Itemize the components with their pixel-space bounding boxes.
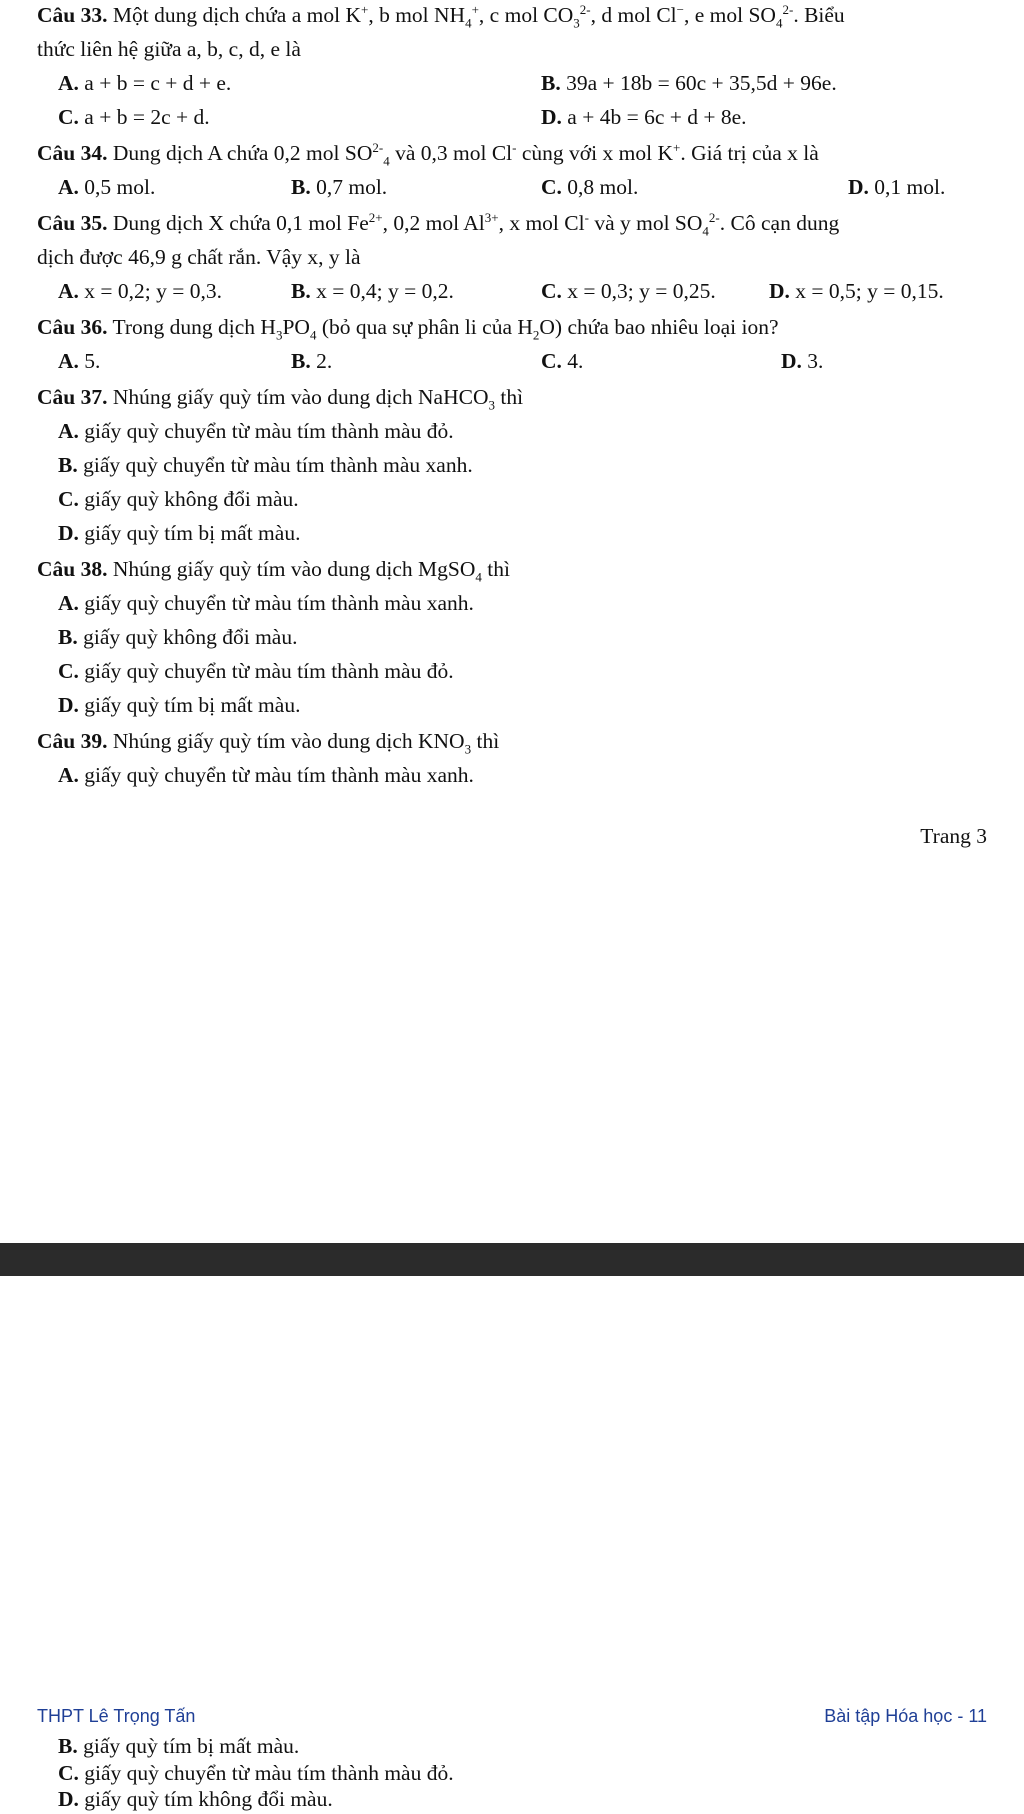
q38-option-c: C. giấy quỳ chuyển từ màu tím thành màu đỏ.: [58, 659, 454, 683]
q34-option-a: A. 0,5 mol.: [58, 175, 156, 199]
q33-text: Một dung dịch chứa a mol K: [112, 3, 361, 27]
q35-option-d: D. x = 0,5; y = 0,15.: [769, 279, 944, 303]
q39-number: Câu 39.: [37, 729, 108, 753]
q33-option-d: D. a + 4b = 6c + d + 8e.: [541, 105, 747, 129]
q33-number: Câu 33.: [37, 3, 108, 27]
q37-option-d: D. giấy quỳ tím bị mất màu.: [58, 521, 301, 545]
q39-stem: Câu 39. Nhúng giấy quỳ tím vào dung dịch $KNO_3$ thì: [37, 729, 500, 757]
q38-option-d: D. giấy quỳ tím bị mất màu.: [58, 693, 301, 717]
q35-stem-line2: dịch được 46,9 g chất rắn. Vậy x, y là: [37, 245, 361, 269]
q35-option-a: A. x = 0,2; y = 0,3.: [58, 279, 223, 303]
q33-option-a: A. a + b = c + d + e.: [58, 71, 232, 95]
footer-school: THPT Lê Trọng Tấn: [37, 1706, 196, 1726]
q33-stem-line1: Câu 33. Một dung dịch chứa a mol K+, b mol $NH_4^+$, c mol $CO_3^{2-}$, d mol Cl−, e mol $SO_4^{2-}$. Biểu: [37, 1, 845, 31]
q36-option-a: A. 5.: [58, 349, 101, 373]
q36-option-b: B. 2.: [291, 349, 333, 373]
q38-option-b: B. giấy quỳ không đổi màu.: [58, 625, 298, 649]
page-number: Trang 3: [920, 824, 987, 848]
q35-stem-line1: Câu 35. Dung dịch X chứa 0,1 mol $Fe^{2+}$, 0,2 mol $Al^{3+}$, x mol Cl- và y mol $SO_4^{2-}$. Cô cạn dung: [37, 209, 840, 239]
q39-option-d: D. giấy quỳ tím không đổi màu.: [58, 1787, 333, 1811]
q37-option-a: A. giấy quỳ chuyển từ màu tím thành màu đỏ.: [58, 419, 454, 443]
q37-option-b: B. giấy quỳ chuyển từ màu tím thành màu xanh.: [58, 453, 473, 477]
footer-subject: Bài tập Hóa học - 11: [824, 1706, 987, 1726]
q36-option-c: C. 4.: [541, 349, 584, 373]
q34-option-b: B. 0,7 mol.: [291, 175, 388, 199]
q39-option-c: C. giấy quỳ chuyển từ màu tím thành màu đỏ.: [58, 1761, 454, 1785]
q36-stem: Câu 36. Trong dung dịch $H_3PO_4$ (bỏ qua sự phân li của $H_2O$) chứa bao nhiêu loại ion?: [37, 315, 779, 343]
q33-text: , c mol CO: [478, 3, 574, 27]
q33-text: , d mol Cl: [590, 3, 677, 27]
q34-option-d: D. 0,1 mol.: [848, 175, 946, 199]
q35-number: Câu 35.: [37, 211, 108, 235]
q37-stem: Câu 37. Nhúng giấy quỳ tím vào dung dịch NaHCO$_3$ thì: [37, 385, 524, 413]
q33-stem-line2: thức liên hệ giữa a, b, c, d, e là: [37, 37, 301, 61]
q34-option-c: C. 0,8 mol.: [541, 175, 639, 199]
q37-option-c: C. giấy quỳ không đổi màu.: [58, 487, 299, 511]
q33-text: , b mol NH: [368, 3, 466, 27]
page-divider: [0, 1243, 1024, 1276]
q33-text: , e mol SO: [683, 3, 776, 27]
q34-number: Câu 34.: [37, 141, 108, 165]
q33-option-b: B. 39a + 18b = 60c + 35,5d + 96e.: [541, 71, 837, 95]
q38-stem: Câu 38. Nhúng giấy quỳ tím vào dung dịch MgSO$_4$ thì: [37, 557, 510, 585]
q39-option-b: B. giấy quỳ tím bị mất màu.: [58, 1734, 300, 1758]
q33-option-c: C. a + b = 2c + d.: [58, 105, 210, 129]
q39-option-a: A. giấy quỳ chuyển từ màu tím thành màu xanh.: [58, 763, 474, 787]
q37-number: Câu 37.: [37, 385, 108, 409]
q36-number: Câu 36.: [37, 315, 108, 339]
q35-option-c: C. x = 0,3; y = 0,25.: [541, 279, 716, 303]
q36-option-d: D. 3.: [781, 349, 824, 373]
q34-stem: Câu 34. Dung dịch A chứa 0,2 mol $SO^{2-}_4$ và 0,3 mol Cl- cùng với x mol K+. Giá trị của x là: [37, 139, 819, 169]
q33-text: . Biểu: [793, 3, 845, 27]
q38-number: Câu 38.: [37, 557, 108, 581]
q38-option-a: A. giấy quỳ chuyển từ màu tím thành màu xanh.: [58, 591, 474, 615]
q35-option-b: B. x = 0,4; y = 0,2.: [291, 279, 454, 303]
